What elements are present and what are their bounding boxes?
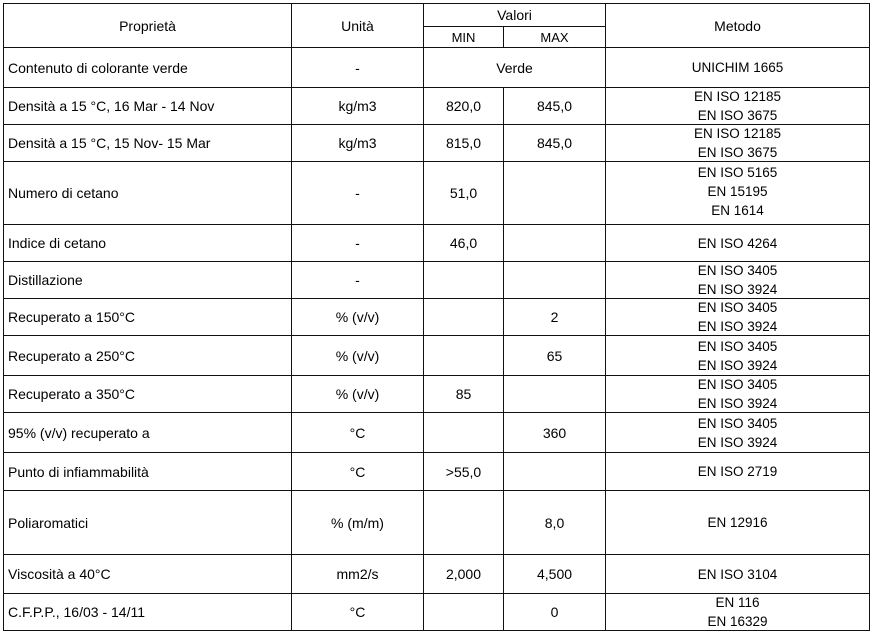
table-row [4, 162, 870, 225]
method-list [608, 377, 867, 412]
method-cell [606, 125, 870, 162]
method-list [608, 126, 867, 161]
min-value-cell [424, 491, 504, 555]
min-value-cell: 820,0 [424, 88, 504, 125]
method-list [608, 300, 867, 335]
property-cell: Numero di cetano [4, 162, 292, 225]
merged-value-cell: Verde [424, 48, 606, 88]
method-cell [606, 225, 870, 262]
min-value-cell: 2,000 [424, 555, 504, 594]
method-standard: UNICHIM 1665 [691, 60, 784, 75]
min-value-cell: 51,0 [424, 162, 504, 225]
method-standard: EN ISO 3104 [697, 566, 778, 582]
method-standard: EN ISO 3405 [697, 338, 778, 354]
property-cell: Recuperato a 150°C [4, 299, 292, 336]
max-value-cell: 2 [504, 299, 606, 336]
table-row [4, 555, 870, 594]
property-cell: 95% (v/v) recuperato a [4, 413, 292, 453]
method-standard: EN ISO 2719 [697, 464, 778, 479]
table-row [4, 299, 870, 336]
method-standard: EN 16329 [707, 614, 768, 629]
method-cell [606, 376, 870, 413]
max-value-cell: 8,0 [504, 491, 606, 555]
method-cell [606, 262, 870, 299]
table-row [4, 225, 870, 262]
method-standard: EN ISO 3924 [697, 319, 778, 334]
method-list [608, 492, 867, 554]
max-value-cell [504, 225, 606, 262]
max-value-cell: 0 [504, 594, 606, 631]
method-cell [606, 413, 870, 453]
table-row [4, 413, 870, 453]
method-list [608, 163, 867, 224]
method-cell [606, 453, 870, 491]
method-cell [606, 336, 870, 376]
property-cell: Distillazione [4, 262, 292, 299]
unit-cell: % (v/v) [292, 376, 424, 413]
table-row [4, 336, 870, 376]
max-value-cell: 65 [504, 336, 606, 376]
property-cell: Indice di cetano [4, 225, 292, 262]
header-unit: Unità [292, 4, 424, 48]
method-standard: EN ISO 3675 [697, 145, 778, 160]
table-row [4, 594, 870, 631]
min-value-cell [424, 594, 504, 631]
max-value-cell: 845,0 [504, 125, 606, 162]
unit-cell: - [292, 262, 424, 299]
method-standard: EN ISO 3405 [697, 377, 778, 392]
header-method: Metodo [606, 4, 870, 48]
table-row [4, 88, 870, 125]
property-cell: Poliaromatici [4, 491, 292, 555]
min-value-cell [424, 262, 504, 299]
max-value-cell [504, 162, 606, 225]
method-cell [606, 48, 870, 88]
property-cell: Recuperato a 250°C [4, 336, 292, 376]
max-value-cell: 845,0 [504, 88, 606, 125]
method-standard: EN ISO 12185 [693, 126, 782, 141]
header-row [4, 4, 870, 27]
header-min: MIN [424, 27, 504, 48]
unit-cell: °C [292, 413, 424, 453]
header-values: Valori [424, 4, 606, 27]
min-value-cell [424, 336, 504, 376]
method-standard: EN ISO 4264 [697, 235, 778, 251]
table-row [4, 262, 870, 299]
method-standard: EN ISO 3675 [697, 108, 778, 123]
header-property: Proprietà [4, 4, 292, 48]
unit-cell: kg/m3 [292, 88, 424, 125]
method-list [608, 337, 867, 375]
property-cell: Recuperato a 350°C [4, 376, 292, 413]
unit-cell: - [292, 48, 424, 88]
unit-cell: °C [292, 453, 424, 491]
method-standard: EN 116 [715, 595, 760, 610]
unit-cell: °C [292, 594, 424, 631]
method-list [608, 556, 867, 593]
unit-cell: % (m/m) [292, 491, 424, 555]
table-row [4, 453, 870, 491]
method-standard: EN ISO 3405 [697, 263, 778, 278]
method-cell [606, 162, 870, 225]
property-cell: Punto di infiammabilità [4, 453, 292, 491]
unit-cell: % (v/v) [292, 336, 424, 376]
min-value-cell [424, 413, 504, 453]
min-value-cell: 815,0 [424, 125, 504, 162]
table-row [4, 48, 870, 88]
unit-cell: % (v/v) [292, 299, 424, 336]
unit-cell: mm2/s [292, 555, 424, 594]
method-standard: EN ISO 12185 [693, 89, 782, 104]
property-cell: Densità a 15 °C, 16 Mar - 14 Nov [4, 88, 292, 125]
method-list [608, 263, 867, 298]
method-standard: EN 1614 [711, 202, 764, 218]
unit-cell: - [292, 225, 424, 262]
unit-cell: - [292, 162, 424, 225]
table-row [4, 125, 870, 162]
method-list [608, 454, 867, 490]
min-value-cell: >55,0 [424, 453, 504, 491]
method-cell [606, 88, 870, 125]
property-cell: Viscosità a 40°C [4, 555, 292, 594]
max-value-cell: 360 [504, 413, 606, 453]
method-standard: EN ISO 3924 [697, 282, 778, 297]
method-cell [606, 555, 870, 594]
table-row [4, 491, 870, 555]
table-row [4, 376, 870, 413]
max-value-cell [504, 453, 606, 491]
unit-cell: kg/m3 [292, 125, 424, 162]
method-standard: EN ISO 3405 [697, 415, 778, 431]
property-cell: Contenuto di colorante verde [4, 48, 292, 88]
min-value-cell [424, 299, 504, 336]
max-value-cell: 4,500 [504, 555, 606, 594]
max-value-cell [504, 262, 606, 299]
method-standard: EN ISO 5165 [697, 164, 778, 180]
method-list [608, 414, 867, 452]
property-cell: Densità a 15 °C, 15 Nov- 15 Mar [4, 125, 292, 162]
method-list [608, 595, 867, 630]
method-cell [606, 594, 870, 631]
method-standard: EN 15195 [707, 183, 768, 199]
method-list [608, 49, 867, 87]
method-list [608, 89, 867, 124]
method-standard: EN ISO 3405 [697, 300, 778, 315]
fuel-specification-table [3, 3, 870, 631]
method-cell [606, 491, 870, 555]
property-cell: C.F.P.P., 16/03 - 14/11 [4, 594, 292, 631]
min-value-cell: 46,0 [424, 225, 504, 262]
min-value-cell: 85 [424, 376, 504, 413]
method-standard: EN 12916 [707, 515, 768, 530]
method-standard: EN ISO 3924 [697, 396, 778, 411]
method-standard: EN ISO 3924 [697, 357, 778, 373]
method-cell [606, 299, 870, 336]
method-standard: EN ISO 3924 [697, 434, 778, 450]
max-value-cell [504, 376, 606, 413]
header-max: MAX [504, 27, 606, 48]
method-list [608, 226, 867, 261]
